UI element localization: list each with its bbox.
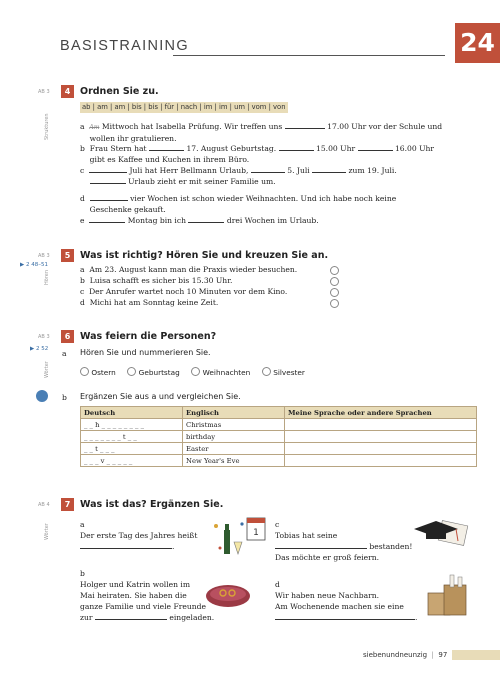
ex4-item-c: c Juli hat Herr Bellmann Urlaub, 5. Juli zum 19. Juli. Urlaub zieht er mit seiner Familie um. — [80, 166, 397, 186]
table-row — [81, 443, 477, 455]
ex4-ref: AB 3 — [38, 89, 50, 95]
table-cell[interactable]: _ _ t _ _ _ — [81, 443, 183, 455]
table-cell[interactable]: _ _ h _ _ _ _ _ _ _ _ — [81, 419, 183, 431]
ex7-item-a: a Der erste Tag des Jahres heißt . — [80, 520, 198, 551]
ex6-side-label: Wörter — [44, 361, 50, 378]
ex5-number: 5 — [61, 249, 74, 262]
page-title: BASISTRAINING — [60, 38, 189, 54]
globe-icon — [36, 390, 48, 402]
table-cell: Easter — [183, 443, 285, 455]
table-cell[interactable]: _ _ _ _ _ _ _ t _ _ — [81, 431, 183, 443]
ex5-checkbox-b[interactable] — [330, 277, 339, 286]
unit-number: 24 — [455, 23, 500, 63]
ex5-checkbox-a[interactable] — [330, 266, 339, 275]
ex6-ref: AB 3 — [38, 334, 50, 340]
blank[interactable] — [90, 193, 128, 201]
ex5-item-a: a Am 23. August kann man die Praxis wieder besuchen. — [80, 265, 298, 274]
ex4-title: Ordnen Sie zu. — [80, 86, 159, 97]
option-radio[interactable] — [262, 367, 271, 376]
blank[interactable] — [285, 121, 325, 129]
ex4-side-label: Strukturen — [44, 113, 50, 140]
table-cell: Christmas — [183, 419, 285, 431]
graduation-illustration — [410, 513, 472, 555]
blank[interactable] — [89, 165, 127, 173]
vocabulary-table — [80, 406, 477, 467]
ex4-item-e: e Montag bin ich drei Wochen im Urlaub. — [80, 216, 319, 225]
ex5-ref: AB 3 — [38, 253, 50, 259]
ex7-item-c: c Tobias hat seine bestanden! Das möchte er groß feiern. — [275, 520, 413, 562]
ex7-item-b: b Holger und Katrin wollen im Mai heiraten. Sie haben die ganze Familie und viele Freunde zur eingeladen. — [80, 569, 215, 622]
blank[interactable] — [95, 612, 167, 620]
ex4-number: 4 — [61, 85, 74, 98]
blank[interactable] — [188, 215, 224, 223]
ex6-b-title: Ergänzen Sie aus a und vergleichen Sie. — [80, 392, 241, 401]
blank[interactable] — [251, 165, 285, 173]
ex6-a-title: Hören Sie und nummerieren Sie. — [80, 348, 211, 357]
ex5-item-c: c Der Anrufer wartet noch 10 Minuten vor dem Kino. — [80, 287, 288, 296]
table-cell[interactable]: _ _ _ v _ _ _ _ _ — [81, 455, 183, 467]
ex5-checkbox-d[interactable] — [330, 299, 339, 308]
table-row — [81, 455, 477, 467]
ex7-ref: AB 4 — [38, 502, 50, 508]
ex6-audio-track[interactable]: ▶ 2 52 — [30, 346, 49, 352]
ex5-audio-track[interactable]: ▶ 2 48–51 — [20, 262, 48, 268]
table-cell: New Year's Eve — [183, 455, 285, 467]
ex5-title: Was ist richtig? Hören Sie und kreuzen Sie an. — [80, 250, 329, 261]
ex6-a-letter: a — [62, 349, 67, 358]
ex4-item-d: d vier Wochen ist schon wieder Weihnachten. Und ich habe noch keine Geschenke gekauft. — [80, 194, 397, 214]
ex6-number: 6 — [61, 330, 74, 343]
blank[interactable] — [89, 215, 125, 223]
page-footer: siebenundneunzig | 97 — [363, 651, 448, 659]
blank[interactable] — [312, 165, 346, 173]
blank[interactable] — [149, 143, 184, 151]
blank[interactable] — [90, 176, 126, 184]
table-cell[interactable] — [285, 419, 477, 431]
table-cell: birthday — [183, 431, 285, 443]
table-header: Englisch — [183, 407, 285, 419]
table-cell[interactable] — [285, 443, 477, 455]
option-radio[interactable] — [191, 367, 200, 376]
option-radio[interactable] — [80, 367, 89, 376]
blank[interactable] — [358, 143, 393, 151]
ex5-side-label: Hören — [44, 269, 50, 285]
table-cell[interactable] — [285, 455, 477, 467]
ex6-title: Was feiern die Personen? — [80, 331, 217, 342]
ex5-item-d: d Michi hat am Sonntag keine Zeit. — [80, 298, 219, 307]
table-row — [81, 419, 477, 431]
ex7-side-label: Wörter — [44, 523, 50, 540]
ex6-b-letter: b — [62, 393, 67, 402]
ex4-item-a: a Am Mittwoch hat Isabella Prüfung. Wir treffen uns 17.00 Uhr vor der Schule und wollen ihr gratulieren. — [80, 122, 443, 143]
ex6-options: Ostern Geburtstag Weihnachten Silvester — [80, 366, 305, 378]
option-radio[interactable] — [127, 367, 136, 376]
ex4-word-box: ab | am | am | bis | bis | für | nach | im | im | um | vom | von — [82, 103, 286, 111]
blank[interactable] — [275, 541, 367, 549]
blank[interactable] — [80, 541, 172, 549]
table-header: Deutsch — [81, 407, 183, 419]
wedding-illustration — [200, 574, 258, 616]
blank[interactable] — [279, 143, 314, 151]
blank[interactable] — [275, 612, 415, 620]
ex7-item-d: d Wir haben neue Nachbarn. Am Wochenende machen sie eine . — [275, 580, 418, 622]
header-rule — [173, 55, 445, 56]
footer-accent-bar — [452, 650, 500, 660]
new-year-illustration — [212, 516, 270, 558]
table-row — [81, 431, 477, 443]
ex7-title: Was ist das? Ergänzen Sie. — [80, 499, 224, 510]
moving-boxes-illustration — [424, 573, 476, 619]
table-cell[interactable] — [285, 431, 477, 443]
ex7-number: 7 — [61, 498, 74, 511]
table-header: Meine Sprache oder andere Sprachen — [285, 407, 477, 419]
ex5-item-b: b Luisa schafft es sicher bis 15.30 Uhr. — [80, 276, 233, 285]
ex4-item-b: b Frau Stern hat 17. August Geburtstag. 15.00 Uhr 16.00 Uhr gibt es Kaffee und Kuchen in ihrem Büro. — [80, 144, 435, 164]
ex5-checkbox-c[interactable] — [330, 288, 339, 297]
svg-text:1: 1 — [253, 528, 259, 538]
